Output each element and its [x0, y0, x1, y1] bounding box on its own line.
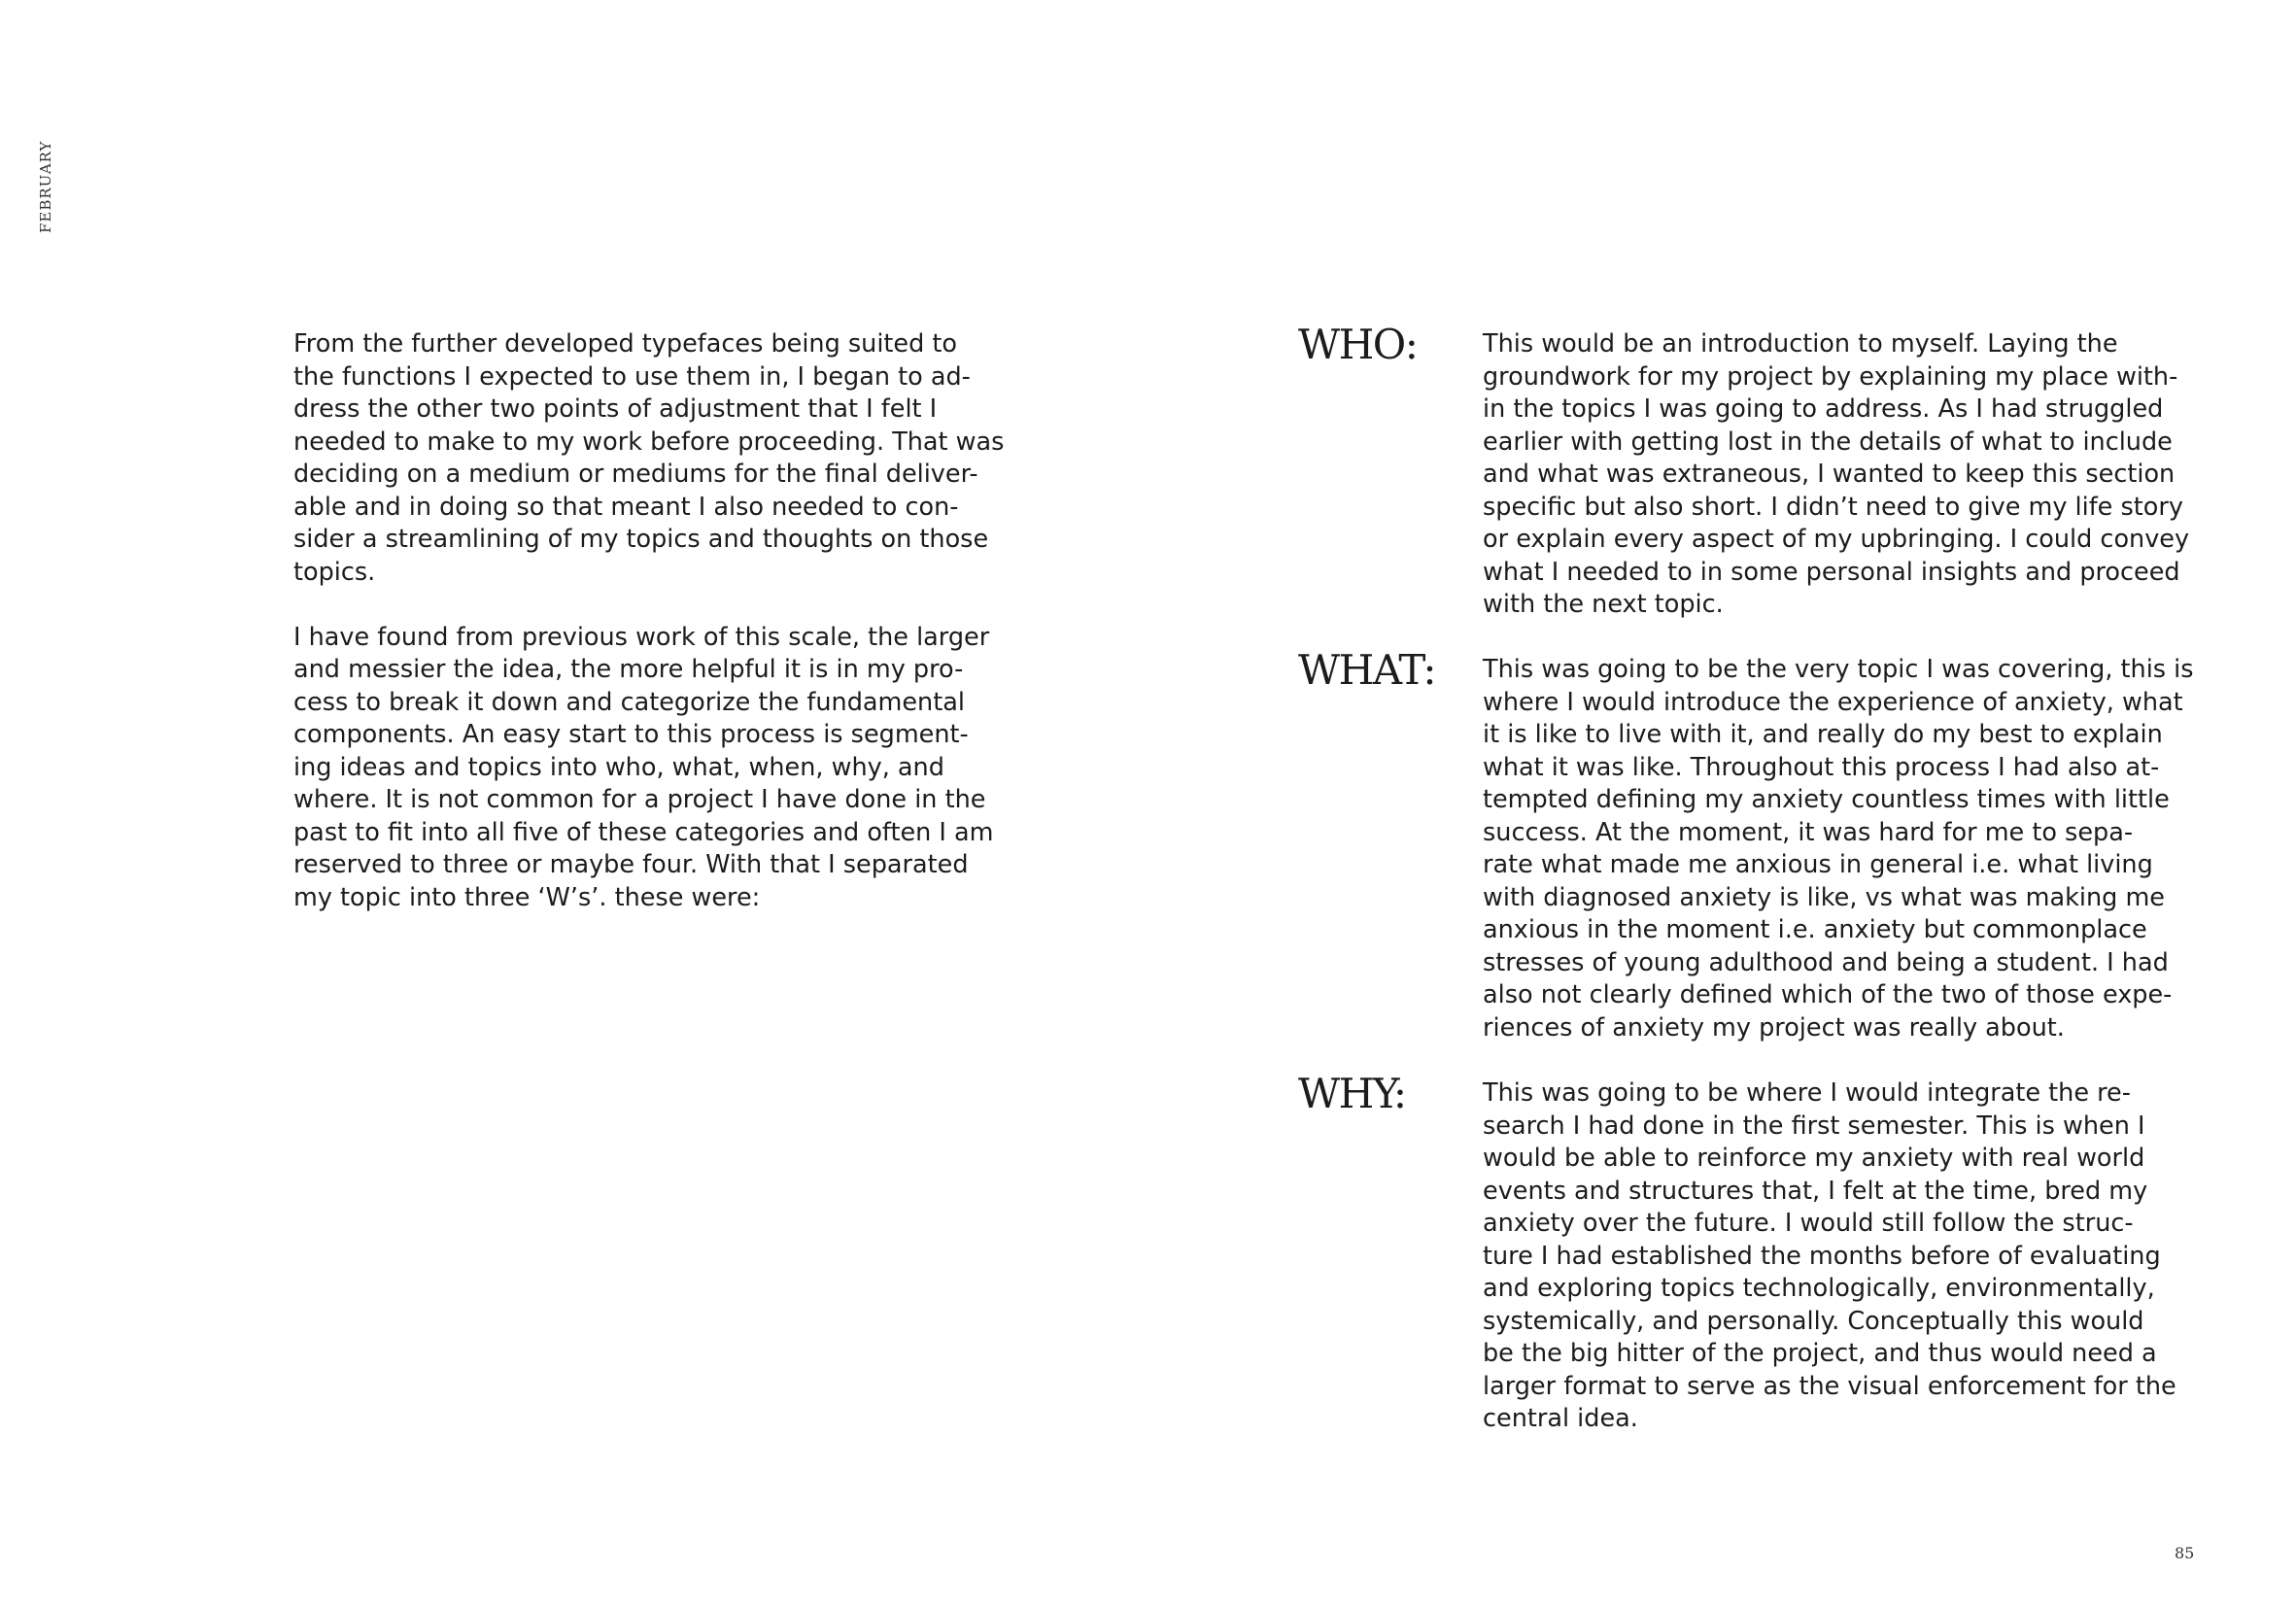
section-label-what: WHAT:: [1298, 646, 1435, 694]
running-head: FEBRUARY: [37, 140, 54, 233]
page-number: 85: [2175, 1544, 2195, 1562]
section-text-what: This was going to be the very topic I was covering, this is where I would introduce the experience of anxiety, what it is like to live with it, and really do my best to explain what it was like. Throughout this process I had also at- tempted defining my anxiety countless times with little success. At the moment, it was hard for me to sepa- rate what made me anxious in general i.e. what living with diagnosed anxiety is like, vs what was making me anxious in the moment i.e. anxiety but commonplace stresses of young adulthood and being a student. I had also not clearly defined which of the two of those expe- riences of anxiety my project was really about.: [1483, 655, 2194, 1043]
body-paragraph-2: I have found from previous work of this scale, the larger and messier the idea, the more helpful it is in my pro- cess to break it down and categorize the fundamental components. An easy start to this process is segment- ing ideas and topics into who, what, when, why, and where. It is not common for a project I have done in the past to fit into all five of these categories and often I am reserved to three or maybe four. With that I separated my topic into three ‘W’s’. these were:: [293, 622, 994, 912]
section-text-why: This was going to be where I would integrate the re- search I had done in the first semester. This is when I would be able to reinforce my anxiety with real world events and structures that, I felt at the time, bred my anxiety over the future. I would still follow the struc- ture I had established the months before of evaluating and exploring topics technologically, environmentally, systemically, and personally. Conceptually this would be the big hitter of the project, and thus would need a larger format to serve as the visual enforcement for the central idea.: [1483, 1078, 2176, 1433]
section-label-who: WHO:: [1298, 321, 1418, 368]
section-text-who: This would be an introduction to myself. Laying the groundwork for my project by explaining my place with- in the topics I was going to address. As I had struggled earlier with getting lost in the details of what to include and what was extraneous, I wanted to keep this section specific but also short. I didn’t need to give my life story or explain every aspect of my upbringing. I could convey what I needed to in some personal insights and proceed with the next topic.: [1483, 329, 2190, 619]
section-label-why: WHY:: [1298, 1070, 1406, 1117]
body-paragraph-1: From the further developed typefaces being suited to the functions I expected to use them in, I began to ad- dress the other two points of adjustment that I felt I needed to make to my work before proceeding. That was deciding on a medium or mediums for the final deliver- able and in doing so that meant I also needed to con- sider a streamlining of my topics and thoughts on those topics.: [293, 329, 1005, 587]
left-column: [293, 328, 1032, 947]
